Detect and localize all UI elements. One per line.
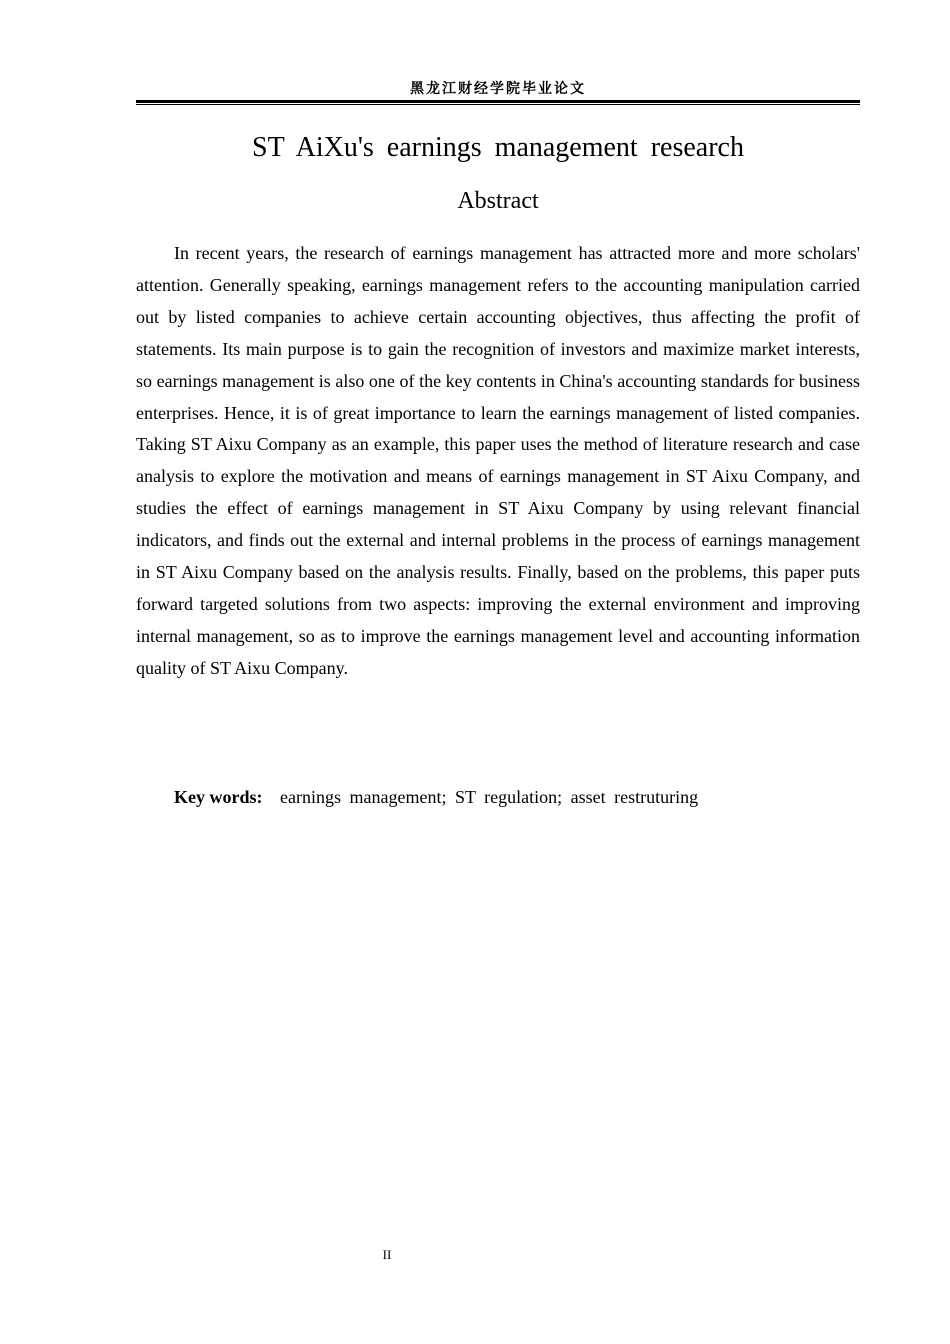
paper-title: ST AiXu's earnings management research	[252, 132, 744, 163]
page-number: II	[382, 1247, 392, 1262]
keywords-line	[174, 781, 860, 813]
keywords-value: earnings management; ST regulation; asset restruturing	[280, 787, 699, 807]
running-header: 黑龙江财经学院毕业论文	[410, 81, 586, 97]
header-rule-thin	[136, 104, 860, 105]
keywords-label: Key words:	[174, 787, 272, 807]
header-rule-thick	[136, 100, 860, 103]
abstract-body: In recent years, the research of earnings management has attracted more and more scholars' attention. Generally speaking, earnings management refers to the accounting manipulation carried out by listed companies to achieve certain accounting objectives, thus affecting the profit of statements. Its main purpose is to gain the recognition of investors and maximize market interests, so earnings management is also one of the key contents in China's accounting standards for business enterprises. Hence, it is of great importance to learn the earnings management of listed companies. Taking ST Aixu Company as an example, this paper uses the method of literature research and case analysis to explore the motivation and means of earnings management in ST Aixu Company, and studies the effect of earnings management in ST Aixu Company by using relevant financial indicators, and finds out the external and internal problems in the process of earnings management in ST Aixu Company based on the analysis results. Finally, based on the problems, this paper puts forward targeted solutions from two aspects: improving the external environment and improving internal management, so as to improve the earnings management level and accounting information quality of ST Aixu Company.	[136, 243, 860, 678]
abstract-heading: Abstract	[457, 188, 539, 214]
